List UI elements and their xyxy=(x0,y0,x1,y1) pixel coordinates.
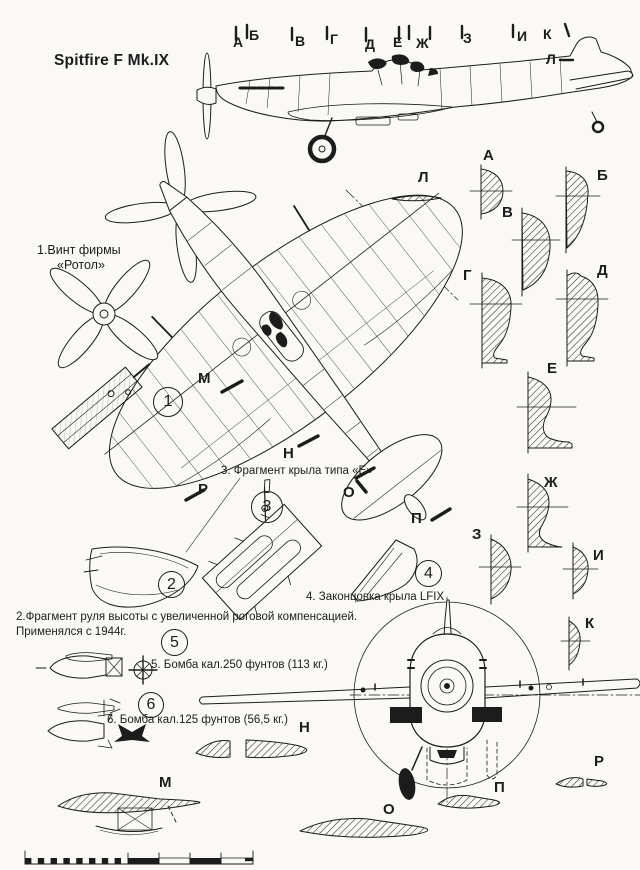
plan-label-o: О xyxy=(343,484,355,501)
cross-section-label-v: В xyxy=(502,204,513,221)
bomb-250-drawing xyxy=(36,653,157,684)
cross-section-label-b: Б xyxy=(597,167,608,184)
top-section-letter-d: Д xyxy=(365,36,376,52)
leader-line xyxy=(186,478,240,552)
cross-section-label-d: Д xyxy=(597,262,608,279)
caption-6: 6. Бомба кал.125 фунтов (56,5 кг.) xyxy=(107,714,288,726)
callout-number-3: 3 xyxy=(251,491,283,523)
cross-section-label-z: З xyxy=(472,526,482,543)
top-section-letter-i: И xyxy=(517,28,528,44)
cross-section-label-l: Л xyxy=(418,169,429,186)
caption-3: 3. Фрагмент крыла типа «Е» xyxy=(221,465,373,477)
cross-section-label-k: К xyxy=(585,615,595,632)
caption-1-line-1: 1.Винт фирмы xyxy=(37,243,121,257)
top-section-letter-z: З xyxy=(463,30,473,46)
callout-number-4: 4 xyxy=(415,560,442,587)
plan-label-m: М xyxy=(198,370,211,387)
caption-2-line-2: Применялся с 1944г. xyxy=(16,626,127,638)
callout-number-1: 1 xyxy=(153,387,183,417)
cross-section-label-e: Е xyxy=(547,360,558,377)
callout-number-5: 5 xyxy=(161,629,188,656)
plan-label-n: Н xyxy=(283,445,294,462)
bottom-label-m: М xyxy=(159,774,172,791)
top-section-letter-k: К xyxy=(543,26,552,42)
page-title: Spitfire F Mk.IX xyxy=(54,52,170,69)
side-view xyxy=(197,24,633,164)
top-section-letter-g: Г xyxy=(330,31,339,47)
scale-bar xyxy=(25,851,253,864)
rotol-propeller-drawing xyxy=(45,255,164,374)
top-section-letter-l: Л xyxy=(546,51,557,67)
top-section-letter-zh: Ж xyxy=(416,35,429,51)
callout-number-2: 2 xyxy=(158,571,185,598)
callout-number-6: 6 xyxy=(138,692,164,718)
bottom-airfoils xyxy=(58,740,607,837)
bottom-label-o: О xyxy=(383,801,395,818)
cross-section-label-g: Г xyxy=(463,267,472,284)
top-section-letter-b: Б xyxy=(249,27,260,43)
bottom-label-p: П xyxy=(494,779,505,796)
cross-section-label-a: А xyxy=(483,147,494,164)
top-section-letter-e: Е xyxy=(393,34,403,50)
plan-label-p: П xyxy=(411,510,422,527)
caption-1-line-2: «Ротол» xyxy=(57,258,105,272)
top-section-letter-a: А xyxy=(233,34,244,50)
caption-2-line-1: 2.Фрагмент руля высоты с увеличенной роговой компенсацией. xyxy=(16,611,358,623)
top-section-letter-v: В xyxy=(295,33,306,49)
cross-section-label-zh: Ж xyxy=(544,474,558,491)
bottom-label-r: Р xyxy=(594,753,605,770)
caption-4: 4. Законцовка крыла LFIX xyxy=(306,591,445,603)
caption-5: 5. Бомба кал.250 фунтов (113 кг.) xyxy=(151,659,328,671)
plan-label-r: Р xyxy=(198,481,209,498)
cross-section-label-i: И xyxy=(593,547,604,564)
bottom-label-n: Н xyxy=(299,719,310,736)
